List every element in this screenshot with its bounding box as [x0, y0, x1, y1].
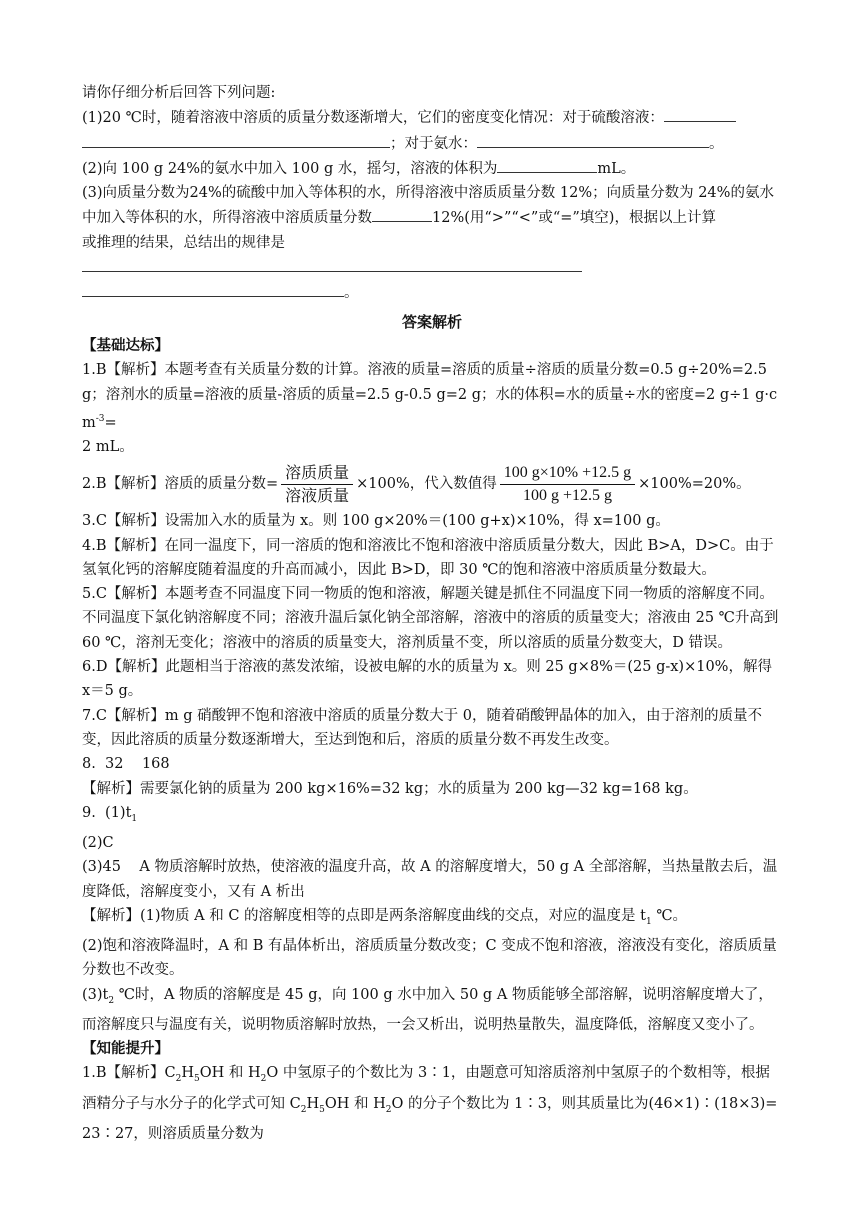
question-3-blank: [82, 255, 782, 280]
answer-6: 6.D【解析】此题相当于溶液的蒸发浓缩，设被电解的水的质量为 x。则 25 g×8%＝(25 g-x)×10%，解得 x＝5 g。: [82, 659, 777, 700]
answer-9-1: 9. $(1)t_1$: [82, 804, 138, 824]
answer-blank[interactable]: [372, 205, 432, 222]
answer-blank[interactable]: [82, 280, 344, 297]
advanced-answer-1: 1.B【解析】$C_2H_5OH$ 和 $H_2O$ 中氢原子的个数比为 3∶1，由题意可知溶质溶剂中氢原子的个数相等，根据酒精分子与水分子的化学式可知 $C_2H_5OH$ 和 $H_2O$ 的分子个数比为 1∶3，则其质量比为(46×1)∶(18×3)=23∶27，则溶质质量分数为: [82, 1065, 778, 1142]
question-1-cont: ；对于氨水： 。: [82, 131, 782, 156]
answer-5: 5.C【解析】本题考查不同温度下同一物质的饱和溶液，解题关键是抓住不同温度下同一物质的溶解度不同。不同温度下氯化钠溶解度不同；溶液升温后氯化钠全部溶解，溶液中的溶质的质量变大；溶液由 25 ℃升高到 60 ℃，溶剂无变化；溶液中的溶质的质量变大，溶剂质量不变，所以溶质的质量分数变大，D 错误。: [82, 586, 783, 651]
answer-9-3: (3)45 A 物质溶解时放热，使溶液的温度升高，故 A 的溶解度增大，50 g A 全部溶解，当热量散去后，温度降低，溶解度变小，又有 A 析出: [82, 859, 778, 900]
question-3-cont2: 或推理的结果，总结出的规律是: [82, 234, 285, 251]
answer-9-explanation-3: $(3)t_2$ ℃时，A 物质的溶解度是 45 g，向 100 g 水中加入 50 g A 物质能够全部溶解，说明溶解度增大了，而溶解度只与温度有关，说明物质溶解时放热，一会又析出，说明热量散失，温度降低，溶解度又变小了。: [82, 986, 773, 1033]
intro-lead: 请你仔细分析后回答下列问题:: [82, 85, 276, 101]
advanced-section-header: 【知能提升】: [82, 1040, 169, 1058]
answer-8: 8. 32 168: [82, 756, 170, 773]
answer-blank[interactable]: [477, 131, 709, 148]
answer-blank[interactable]: [82, 255, 582, 272]
answer-3: 3.C【解析】设需加入水的质量为 x。则 100 g×20%＝(100 g+x)×10%，得 x=100 g。: [82, 513, 670, 530]
answer-9-2: (2)C: [82, 835, 114, 852]
answer-2: 2.B【解析】溶质的质量分数= $\frac{\text{溶质质量}}{\text{溶液质量}}$ ×100%，代入数值得 $\frac{100 g\times 10\% +12.5 g}{100 g +12.5 g}$ ×100%=20%。: [82, 462, 751, 505]
answer-blank[interactable]: [82, 131, 390, 148]
question-3-blank2: 。: [82, 280, 782, 305]
question-1: (1)20 ℃时，随着溶液中溶质的质量分数逐渐增大，它们的密度变化情况：对于硫酸溶液：: [82, 105, 782, 130]
answer-blank[interactable]: [497, 156, 597, 173]
answer-1: 1.B【解析】本题考查有关质量分数的计算。溶液的质量=溶质的质量÷溶质的质量分数=0.5 g÷20%=2.5 g；溶剂水的质量=溶液的质量-溶质的质量=2.5 g-0.5 g=2 g；水的体积=水的质量÷水的密度=2 g÷1 $g\cdot cm^{-3}=$: [82, 362, 778, 431]
fraction: $\frac{\text{溶质质量}}{\text{溶液质量}}$: [281, 462, 353, 507]
answer-4: 4.B【解析】在同一温度下，同一溶质的饱和溶液比不饱和溶液中溶质质量分数大，因此 B>A，D>C。由于氢氧化钙的溶解度随着温度的升高而减小，因此 B>D，即 30 ℃的饱和溶液中溶质质量分数最大。: [82, 537, 774, 578]
basic-section-header: 【基础达标】: [82, 336, 169, 354]
answer-1-cont: 2 mL。: [82, 438, 134, 455]
answers-title: 答案解析: [401, 312, 462, 331]
answer-9-explanation-2: (2)饱和溶液降温时，A 和 B 有晶体析出，溶质质量分数改变；C 变成不饱和溶液，溶液没有变化，溶质质量分数也不改变。: [82, 938, 777, 979]
answer-blank[interactable]: [664, 105, 736, 122]
answer-7: 7.C【解析】m g 硝酸钾不饱和溶液中溶质的质量分数大于 0，随着硝酸钾晶体的加入，由于溶剂的质量不变，因此溶质的质量分数逐渐增大，至达到饱和后，溶质的质量分数不再发生改变。: [82, 707, 763, 748]
question-3-cont: 中加入等体积的水，所得溶液中溶质质量分数 12%(用“>”“<”或“=”填空)，根据以上计算: [82, 205, 782, 230]
answer-8-explanation: 【解析】需要氯化钠的质量为 200 kg×16%=32 kg；水的质量为 200 kg—32 kg=168 kg。: [82, 780, 698, 797]
answer-9-explanation-1: 【解析】(1)物质 A 和 C 的溶解度相等的点即是两条溶解度曲线的交点，对应的温度是 $t_1$ ℃。: [82, 907, 688, 927]
question-3: (3)向质量分数为24%的硫酸中加入等体积的水，所得溶液中溶质质量分数 12%；向质量分数为 24%的氨水: [82, 185, 774, 202]
question-2: (2)向 100 g 24%的氨水中加入 100 g 水，摇匀，溶液的体积为 mL。: [82, 156, 782, 181]
document-page: [82, 81, 782, 1146]
fraction: $\frac{100 g\times 10\% +12.5 g}{100 g +12.5 g}$: [500, 462, 635, 507]
